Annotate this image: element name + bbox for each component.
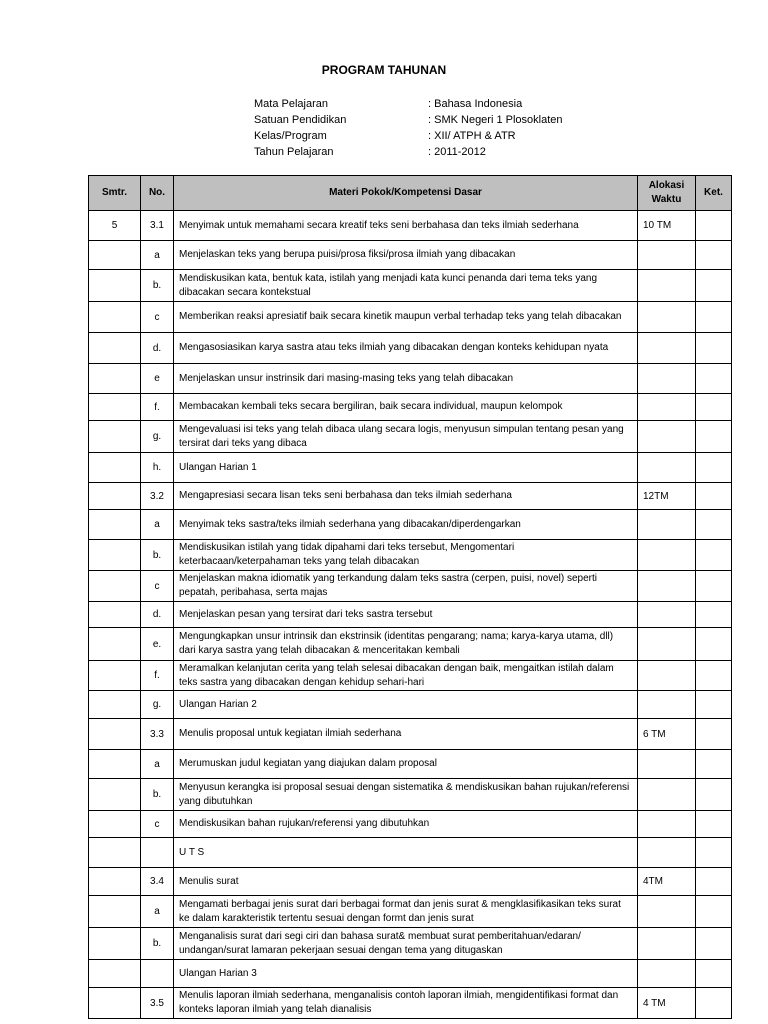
cell-ket <box>696 211 732 241</box>
cell-no: d. <box>141 333 174 364</box>
header-no: No. <box>141 176 174 211</box>
cell-alokasi: 4TM <box>638 868 696 896</box>
cell-no: c <box>141 811 174 838</box>
cell-materi: Menjelaskan makna idiomatik yang terkandung dalam teks sastra (cerpen, puisi, novel) seperti pepatah, peribahasa, serta majas <box>174 571 638 602</box>
table-row <box>89 540 732 571</box>
cell-ket <box>696 691 732 719</box>
cell-ket <box>696 453 732 483</box>
cell-smtr <box>89 540 141 571</box>
cell-smtr <box>89 602 141 628</box>
cell-alokasi <box>638 838 696 868</box>
cell-smtr <box>89 628 141 661</box>
cell-alokasi <box>638 750 696 779</box>
table-row <box>89 364 732 394</box>
cell-alokasi <box>638 364 696 394</box>
document-meta <box>254 96 563 160</box>
cell-alokasi <box>638 779 696 811</box>
cell-ket <box>696 483 732 510</box>
cell-ket <box>696 838 732 868</box>
meta-value: : XII/ ATPH & ATR <box>428 130 516 142</box>
table-row <box>89 988 732 1019</box>
table-row <box>89 811 732 838</box>
cell-ket <box>696 421 732 453</box>
cell-smtr <box>89 661 141 691</box>
cell-smtr <box>89 928 141 960</box>
table-row <box>89 483 732 510</box>
cell-ket <box>696 394 732 421</box>
cell-smtr <box>89 719 141 750</box>
cell-alokasi <box>638 394 696 421</box>
table-row <box>89 628 732 661</box>
cell-ket <box>696 540 732 571</box>
cell-alokasi: 6 TM <box>638 719 696 750</box>
cell-no: d. <box>141 602 174 628</box>
cell-alokasi <box>638 421 696 453</box>
cell-materi: Mendiskusikan istilah yang tidak dipahami dari teks tersebut, Mengomentari keterbacaan/keterpahaman teks yang telah dibacakan <box>174 540 638 571</box>
cell-ket <box>696 628 732 661</box>
cell-smtr <box>89 364 141 394</box>
cell-smtr <box>89 750 141 779</box>
cell-ket <box>696 602 732 628</box>
table-row <box>89 571 732 602</box>
table-header-row <box>89 176 732 211</box>
cell-materi: Menyimak untuk memahami secara kreatif teks seni berbahasa dan teks ilmiah sederhana <box>174 211 638 241</box>
cell-no <box>141 960 174 988</box>
cell-smtr <box>89 811 141 838</box>
cell-ket <box>696 719 732 750</box>
cell-materi: Memberikan reaksi apresiatif baik secara kinetik maupun verbal terhadap teks yang telah dibacakan <box>174 302 638 333</box>
cell-alokasi <box>638 811 696 838</box>
table-row <box>89 302 732 333</box>
cell-no: b. <box>141 779 174 811</box>
table-row <box>89 394 732 421</box>
meta-label: Kelas/Program <box>254 130 327 142</box>
program-table <box>88 175 732 1019</box>
cell-materi: Menjelaskan pesan yang tersirat dari teks sastra tersebut <box>174 602 638 628</box>
table-row <box>89 691 732 719</box>
table-row <box>89 211 732 241</box>
cell-no: e. <box>141 628 174 661</box>
cell-ket <box>696 928 732 960</box>
cell-alokasi <box>638 302 696 333</box>
meta-label: Tahun Pelajaran <box>254 146 334 158</box>
cell-ket <box>696 302 732 333</box>
cell-smtr <box>89 779 141 811</box>
cell-materi: Mengasosiasikan karya sastra atau teks ilmiah yang dibacakan dengan konteks kehidupan nyata <box>174 333 638 364</box>
cell-ket <box>696 510 732 540</box>
cell-no: g. <box>141 691 174 719</box>
cell-ket <box>696 868 732 896</box>
cell-materi: Menganalisis surat dari segi ciri dan bahasa surat& membuat surat pemberitahuan/edaran/ undangan/surat lamaran pekerjaan sesuai dengan tema yang ditugaskan <box>174 928 638 960</box>
cell-smtr <box>89 838 141 868</box>
cell-no: a <box>141 750 174 779</box>
cell-ket <box>696 988 732 1019</box>
cell-materi: U T S <box>174 838 638 868</box>
meta-row <box>254 144 563 160</box>
cell-smtr <box>89 571 141 602</box>
table-row <box>89 661 732 691</box>
cell-smtr <box>89 483 141 510</box>
cell-smtr <box>89 896 141 928</box>
cell-no: 3.4 <box>141 868 174 896</box>
cell-alokasi <box>638 241 696 270</box>
table-row <box>89 453 732 483</box>
cell-materi: Menyimak teks sastra/teks ilmiah sederhana yang dibacakan/diperdengarkan <box>174 510 638 540</box>
cell-materi: Mendiskusikan bahan rujukan/referensi yang dibutuhkan <box>174 811 638 838</box>
cell-no <box>141 838 174 868</box>
cell-alokasi: 10 TM <box>638 211 696 241</box>
cell-ket <box>696 750 732 779</box>
cell-smtr <box>89 988 141 1019</box>
meta-row <box>254 128 563 144</box>
cell-no: 3.1 <box>141 211 174 241</box>
cell-materi: Membacakan kembali teks secara bergiliran, baik secara individual, maupun kelompok <box>174 394 638 421</box>
cell-materi: Ulangan Harian 1 <box>174 453 638 483</box>
cell-smtr <box>89 270 141 302</box>
cell-alokasi <box>638 628 696 661</box>
cell-alokasi <box>638 928 696 960</box>
cell-smtr <box>89 302 141 333</box>
cell-ket <box>696 661 732 691</box>
cell-no: 3.2 <box>141 483 174 510</box>
cell-materi: Mendiskusikan kata, bentuk kata, istilah yang menjadi kata kunci penanda dari tema teks yang dibacakan secara kontekstual <box>174 270 638 302</box>
header-smtr: Smtr. <box>89 176 141 211</box>
cell-alokasi <box>638 270 696 302</box>
cell-materi: Ulangan Harian 3 <box>174 960 638 988</box>
meta-value: : Bahasa Indonesia <box>428 98 523 110</box>
table-row <box>89 241 732 270</box>
table-row <box>89 510 732 540</box>
cell-materi: Mengungkapkan unsur intrinsik dan ekstrinsik (identitas pengarang; nama; karya-karya utama, dll) dari karya sastra yang telah dibacakan & menceritakan kembali <box>174 628 638 661</box>
table-row <box>89 960 732 988</box>
table-row <box>89 750 732 779</box>
cell-no: b. <box>141 928 174 960</box>
cell-materi: Menulis laporan ilmiah sederhana, menganalisis contoh laporan ilmiah, mengidentifikasi format dan konteks laporan ilmiah yang telah dianalisis <box>174 988 638 1019</box>
meta-label: Mata Pelajaran <box>254 98 328 110</box>
cell-no: e <box>141 364 174 394</box>
meta-value: : 2011-2012 <box>428 146 486 158</box>
table-row <box>89 838 732 868</box>
table-row <box>89 896 732 928</box>
cell-alokasi: 4 TM <box>638 988 696 1019</box>
table-row <box>89 928 732 960</box>
table-row <box>89 719 732 750</box>
table-row <box>89 421 732 453</box>
cell-no: a <box>141 510 174 540</box>
meta-row <box>254 112 563 128</box>
cell-ket <box>696 896 732 928</box>
cell-ket <box>696 779 732 811</box>
table-row <box>89 868 732 896</box>
cell-smtr <box>89 510 141 540</box>
cell-materi: Menulis proposal untuk kegiatan ilmiah sederhana <box>174 719 638 750</box>
cell-smtr <box>89 394 141 421</box>
cell-alokasi <box>638 453 696 483</box>
cell-alokasi <box>638 571 696 602</box>
header-alokasi: Alokasi Waktu <box>638 176 696 211</box>
cell-materi: Menyusun kerangka isi proposal sesuai dengan sistematika & mendiskusikan bahan rujukan/referensi yang dibutuhkan <box>174 779 638 811</box>
cell-smtr <box>89 453 141 483</box>
cell-smtr <box>89 960 141 988</box>
cell-no: f. <box>141 661 174 691</box>
cell-no: g. <box>141 421 174 453</box>
cell-no: a <box>141 241 174 270</box>
cell-alokasi <box>638 602 696 628</box>
meta-value: : SMK Negeri 1 Plosoklaten <box>428 114 563 126</box>
table-row <box>89 270 732 302</box>
cell-materi: Mengevaluasi isi teks yang telah dibaca ulang secara logis, menyusun simpulan tentang pesan yang tersirat dari teks yang dibaca <box>174 421 638 453</box>
cell-smtr <box>89 691 141 719</box>
cell-smtr <box>89 241 141 270</box>
cell-alokasi <box>638 960 696 988</box>
cell-alokasi <box>638 661 696 691</box>
cell-alokasi <box>638 540 696 571</box>
cell-ket <box>696 333 732 364</box>
cell-ket <box>696 811 732 838</box>
cell-alokasi <box>638 510 696 540</box>
cell-materi: Mengamati berbagai jenis surat dari berbagai format dan jenis surat & mengklasifikasikan teks surat ke dalam karakteristik tertentu sesuai dengan formt dan jenis surat <box>174 896 638 928</box>
cell-alokasi <box>638 691 696 719</box>
cell-ket <box>696 960 732 988</box>
cell-alokasi <box>638 333 696 364</box>
cell-no: 3.3 <box>141 719 174 750</box>
cell-ket <box>696 571 732 602</box>
table-body <box>89 211 732 1019</box>
cell-no: c <box>141 302 174 333</box>
cell-no: a <box>141 896 174 928</box>
cell-no: b. <box>141 540 174 571</box>
table-row <box>89 333 732 364</box>
table-row <box>89 602 732 628</box>
cell-smtr <box>89 333 141 364</box>
meta-row <box>254 96 563 112</box>
cell-materi: Meramalkan kelanjutan cerita yang telah selesai dibacakan dengan baik, mengaitkan istilah dalam teks sastra yang dibacakan dengan kehidup sehari-hari <box>174 661 638 691</box>
cell-smtr <box>89 421 141 453</box>
header-materi: Materi Pokok/Kompetensi Dasar <box>174 176 638 211</box>
cell-smtr <box>89 868 141 896</box>
cell-no: h. <box>141 453 174 483</box>
header-ket: Ket. <box>696 176 732 211</box>
table-row <box>89 779 732 811</box>
cell-materi: Ulangan Harian 2 <box>174 691 638 719</box>
cell-no: f. <box>141 394 174 421</box>
cell-alokasi: 12TM <box>638 483 696 510</box>
cell-ket <box>696 270 732 302</box>
cell-materi: Merumuskan judul kegiatan yang diajukan dalam proposal <box>174 750 638 779</box>
cell-alokasi <box>638 896 696 928</box>
cell-materi: Menjelaskan teks yang berupa puisi/prosa fiksi/prosa ilmiah yang dibacakan <box>174 241 638 270</box>
document-title: PROGRAM TAHUNAN <box>321 63 447 77</box>
cell-no: 3.5 <box>141 988 174 1019</box>
cell-smtr: 5 <box>89 211 141 241</box>
cell-no: c <box>141 571 174 602</box>
cell-materi: Menulis surat <box>174 868 638 896</box>
cell-no: b. <box>141 270 174 302</box>
cell-ket <box>696 364 732 394</box>
cell-ket <box>696 241 732 270</box>
meta-label: Satuan Pendidikan <box>254 114 347 126</box>
cell-materi: Mengapresiasi secara lisan teks seni berbahasa dan teks ilmiah sederhana <box>174 483 638 510</box>
cell-materi: Menjelaskan unsur instrinsik dari masing-masing teks yang telah dibacakan <box>174 364 638 394</box>
